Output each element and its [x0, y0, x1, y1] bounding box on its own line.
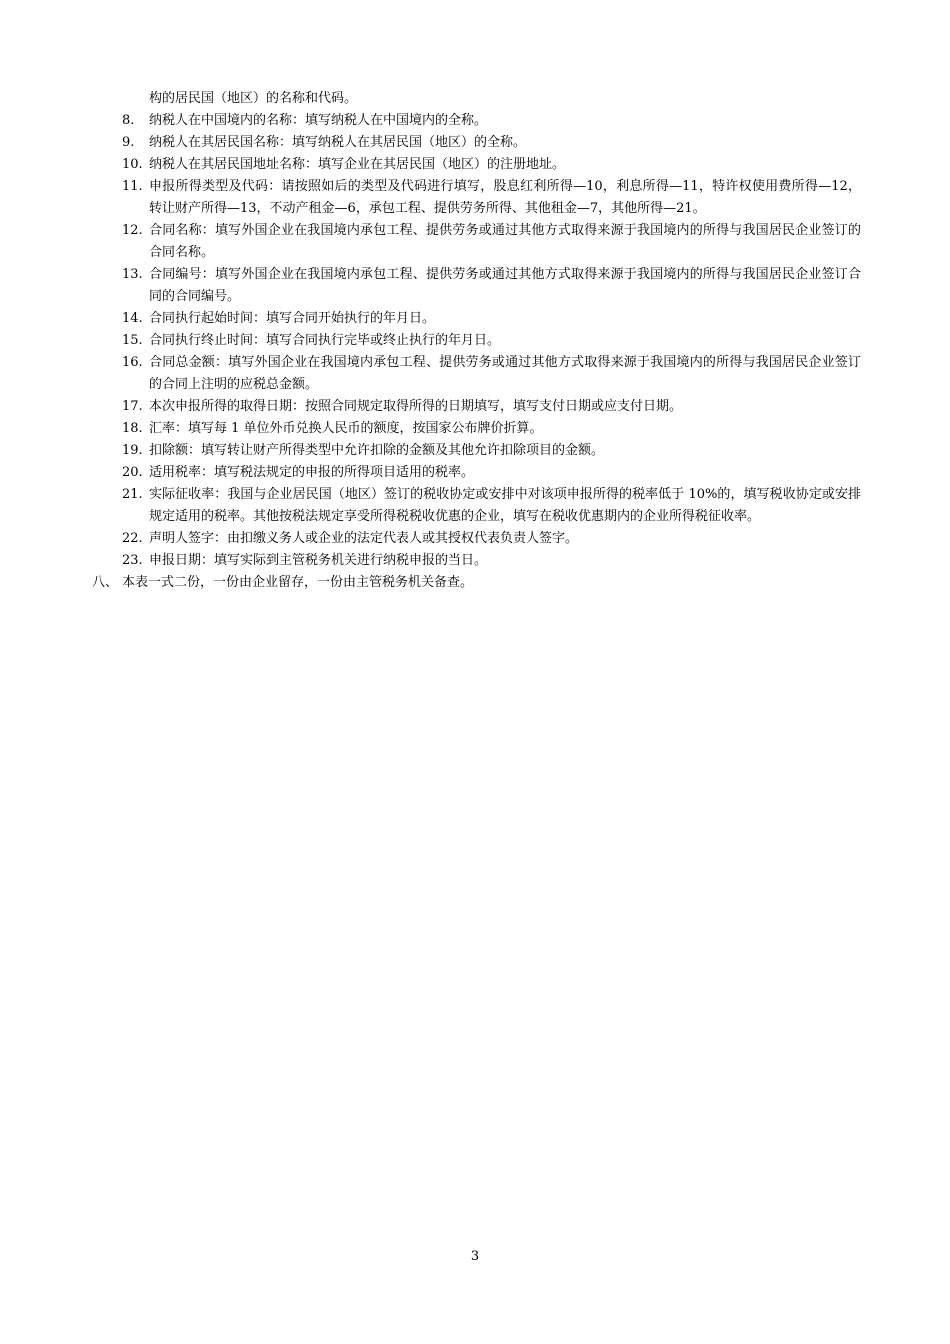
item-number — [0, 220, 149, 264]
item-text: 适用税率：填写税法规定的申报的所得项目适用的税率。 — [149, 465, 475, 480]
item-text-wrap — [149, 528, 861, 550]
item-text-wrap — [149, 110, 861, 132]
item-text: 合同执行终止时间：填写合同执行完毕或终止执行的年月日。 — [149, 333, 501, 348]
item-text-wrap — [149, 220, 861, 264]
item-text: 本次申报所得的取得日期：按照合同规定取得所得的日期填写，填写支付日期或应支付日期。 — [149, 399, 683, 414]
item-text: 汇率：填写每 1 单位外币兑换人民币的额度，按国家公布牌价折算。 — [149, 421, 543, 436]
section-eight — [0, 572, 950, 594]
item-number — [0, 418, 149, 440]
item-number-label: 22. — [122, 531, 143, 546]
item-number-label: 14. — [122, 311, 143, 326]
item-text-wrap — [149, 264, 861, 308]
item-text-wrap — [149, 308, 861, 330]
list-item — [0, 176, 950, 220]
item-text-wrap — [149, 176, 861, 220]
item-text: 纳税人在其居民国地址名称：填写企业在其居民国（地区）的注册地址。 — [149, 157, 566, 172]
item-number — [0, 176, 149, 220]
item-number-label: 17. — [122, 399, 143, 414]
item-text: 合同编号：填写外国企业在我国境内承包工程、提供劳务或通过其他方式取得来源于我国境内的所得与我国居民企业签订合同的合同编号。 — [149, 267, 861, 304]
list-item — [0, 132, 950, 154]
list-item — [0, 264, 950, 308]
item-number-label: 23. — [122, 553, 143, 568]
section-number: 八、 — [92, 575, 119, 590]
item-number — [0, 440, 149, 462]
item-text: 合同执行起始时间：填写合同开始执行的年月日。 — [149, 311, 436, 326]
item-number — [0, 110, 149, 132]
list-item — [0, 110, 950, 132]
item-number-label: 13. — [122, 267, 143, 282]
item-number-label: 20. — [122, 465, 143, 480]
instruction-list — [0, 110, 950, 572]
item-text-wrap — [149, 132, 861, 154]
item-text-wrap — [149, 550, 861, 572]
list-item — [0, 462, 950, 484]
page-number: 3 — [470, 1249, 480, 1264]
item-number-label: 18. — [122, 421, 143, 436]
item-number — [0, 330, 149, 352]
item-text-wrap — [149, 352, 861, 396]
list-item — [0, 484, 950, 528]
list-item — [0, 550, 950, 572]
item-number — [0, 352, 149, 396]
item-number-label: 15. — [122, 333, 143, 348]
document-body — [0, 88, 950, 594]
item-text: 扣除额：填写转让财产所得类型中允许扣除的金额及其他允许扣除项目的金额。 — [149, 443, 605, 458]
item-number — [0, 132, 149, 154]
list-item — [0, 528, 950, 550]
list-item — [0, 330, 950, 352]
item-number-label: 19. — [122, 443, 143, 458]
item-text: 合同名称：填写外国企业在我国境内承包工程、提供劳务或通过其他方式取得来源于我国境内的所得与我国居民企业签订的合同名称。 — [149, 223, 861, 260]
list-item — [0, 352, 950, 396]
item-text: 合同总金额：填写外国企业在我国境内承包工程、提供劳务或通过其他方式取得来源于我国境内的所得与我国居民企业签订的合同上注明的应税总金额。 — [149, 355, 861, 392]
item-number — [0, 462, 149, 484]
item-text: 申报日期：填写实际到主管税务机关进行纳税申报的当日。 — [149, 553, 488, 568]
item-text-wrap — [149, 330, 861, 352]
list-item — [0, 418, 950, 440]
item-number — [0, 154, 149, 176]
item-text-wrap — [149, 418, 861, 440]
item-text: 实际征收率：我国与企业居民国（地区）签订的税收协定或安排中对该项申报所得的税率低于 10%的，填写税收协定或安排规定适用的税率。其他按税法规定享受所得税税收优惠的企业，填写在税收优惠期内的企业所得税征收率。 — [149, 487, 861, 524]
continuation-line: 构的居民国（地区）的名称和代码。 — [149, 91, 358, 106]
item-number — [0, 550, 149, 572]
list-item — [0, 396, 950, 418]
item-text-wrap — [149, 154, 861, 176]
item-number — [0, 528, 149, 550]
item-number-label: 16. — [122, 355, 143, 370]
list-item — [0, 308, 950, 330]
item-number-label: 10. — [122, 157, 143, 172]
item-text: 纳税人在其居民国名称：填写纳税人在其居民国（地区）的全称。 — [149, 135, 527, 150]
item-text-wrap — [149, 396, 861, 418]
list-item — [0, 440, 950, 462]
item-text: 申报所得类型及代码：请按照如后的类型及代码进行填写，股息红利所得—10，利息所得—11，特许权使用费所得—12，转让财产所得—13，不动产租金—6，承包工程、提供劳务所得、其他租金—7，其他所得—21。 — [149, 179, 861, 216]
item-text-wrap — [149, 440, 861, 462]
item-number — [0, 264, 149, 308]
item-number-label: 8. — [122, 113, 135, 128]
item-number-label: 9. — [122, 135, 135, 150]
list-item — [0, 220, 950, 264]
item-number-label: 11. — [122, 179, 143, 194]
item-number-label: 21. — [122, 487, 143, 502]
item-text-wrap — [149, 462, 861, 484]
section-text: 本表一式二份，一份由企业留存，一份由主管税务机关备查。 — [122, 575, 474, 590]
item-number — [0, 308, 149, 330]
item-number — [0, 396, 149, 418]
item-number-label: 12. — [122, 223, 143, 238]
item-text: 声明人签字：由扣缴义务人或企业的法定代表人或其授权代表负责人签字。 — [149, 531, 579, 546]
item-number — [0, 484, 149, 528]
list-item — [0, 154, 950, 176]
item-text-wrap — [149, 484, 861, 528]
item-text: 纳税人在中国境内的名称：填写纳税人在中国境内的全称。 — [149, 113, 488, 128]
